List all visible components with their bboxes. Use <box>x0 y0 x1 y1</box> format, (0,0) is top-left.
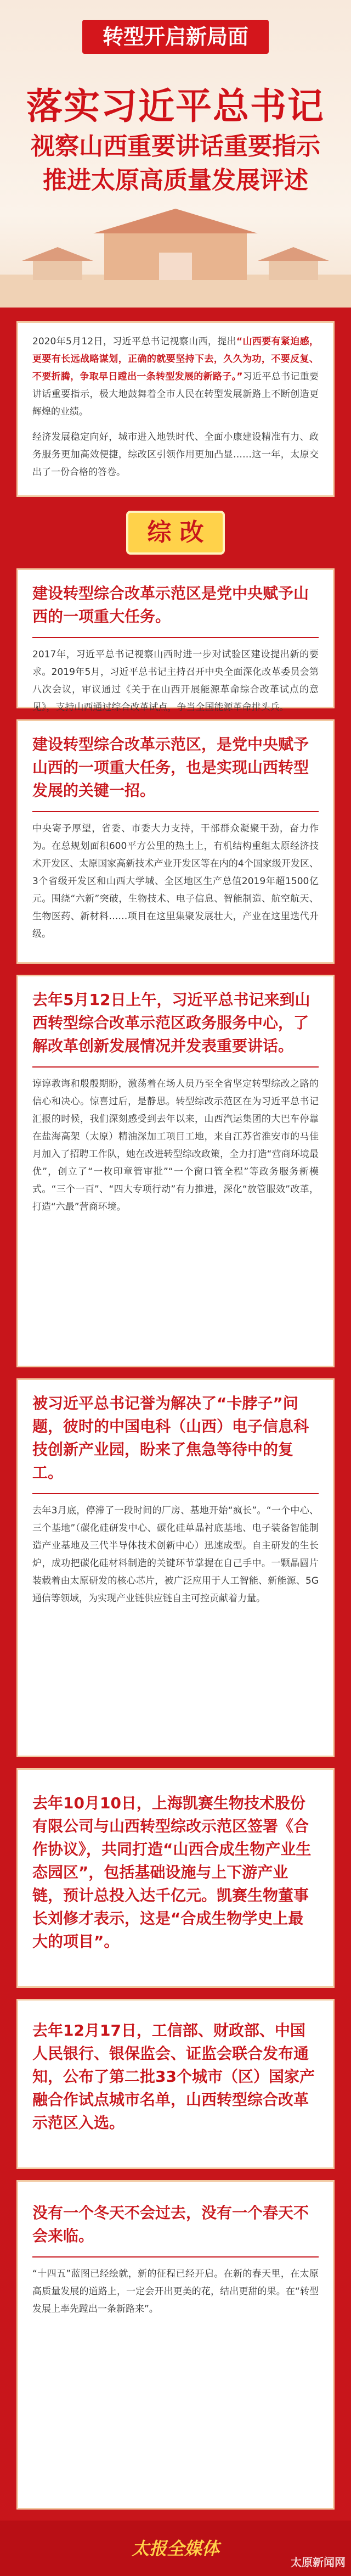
city-gate-illustration <box>0 209 351 308</box>
block-1 <box>16 568 335 713</box>
block-4-headline: 被习近平总书记誉为解决了“卡脖子”问题，彼时的中国电科（山西）电子信息科技创新产业园，盼来了焦急等待中的复工。 <box>32 1394 309 1482</box>
media-logo: 太报全媒体 <box>131 2538 219 2559</box>
block-1-body: 2017年，习近平总书记视察山西时进一步对试验区建设提出新的要求。2019年5月，习近平总书记主持召开中央全面深化改革委员会第八次会议，审议通过《关于在山西开展能源革命综合改革试点的意见》，支持山西通过综合改革试点，争当全国能源革命排头兵。 <box>32 649 319 713</box>
site-watermark: 太原新闻网 <box>291 2556 346 2569</box>
block-3-headline: 去年5月12日上午，习近平总书记来到山西转型综合改革示范区政务服务中心，了解改革创新发展情况并发表重要讲话。 <box>32 991 310 1055</box>
divider <box>32 1066 319 1068</box>
divider <box>32 811 319 812</box>
intro-paragraph-1 <box>18 333 333 421</box>
section-banner: 综 改 <box>126 511 225 555</box>
intro-paragraph-2: 经济发展稳定向好，城市进入地铁时代、全面小康建设精准有力、政务服务更加高效便捷，综改区引领作用更加凸显……这一年，太原交出了一份合格的答卷。 <box>32 432 319 478</box>
block-4 <box>16 1378 335 1757</box>
page-subtitle-2: 推进太原高质量发展评述 <box>43 166 308 194</box>
block-7-body: “十四五”蓝图已经绘就，新的征程已经开启。在新的春天里，在太原高质量发展的道路上，一定会开出更美的花，结出更甜的果。在“转型发展上率先蹚出一条新路来”。 <box>32 2268 319 2315</box>
divider <box>32 1493 319 1494</box>
block-1-headline: 建设转型综合改革示范区是党中央赋予山西的一项重大任务。 <box>32 584 309 625</box>
block-2-headline: 建设转型综合改革示范区，是党中央赋予山西的一项重大任务，也是实现山西转型发展的关键一招。 <box>32 735 309 800</box>
block-2-body: 中央寄予厚望，省委、市委大力支持，干部群众凝聚干劲，奋力作为。在总规划面积600平方公里的热土上，有机结构重组太原经济技术开发区、太原国家高新技术产业开发区等在内的4个国家级开发区、3个省级开发区和山西大学城、全区地区生产总值2019年超1500亿元。围绕“六新”突破，生物技术、电子信息、智能制造、航空航天、生物医药、新材料……项目在这里集聚发展壮大，产业在这里迭代升级。 <box>32 823 319 940</box>
block-6 <box>16 1999 335 2169</box>
divider <box>32 637 319 638</box>
block-7 <box>16 2180 335 2510</box>
intro-quote: “山西要有紧迫感，更要有长远战略谋划，正确的就要坚持下去，久久为功，不要反复、不要折腾，争取早日蹚出一条转型发展的新路子。” <box>32 336 319 382</box>
block-3 <box>16 975 335 1367</box>
page-title: 落实习近平总书记 <box>26 85 325 127</box>
block-7-headline: 没有一个冬天不会过去，没有一个春天不会来临。 <box>32 2204 309 2245</box>
block-2 <box>16 719 335 964</box>
intro-p1-c: 习近平总书记重要讲话重要指示，极大地鼓舞着全市人民在转型发展新路上不断创造更辉煌的业绩。 <box>32 371 319 417</box>
header-tag: 转型开启新局面 <box>82 20 269 54</box>
page-subtitle-1: 视察山西重要讲话重要指示 <box>31 132 320 160</box>
block-3-body: 谆谆教诲和殷殷期盼，激荡着在场人员乃至全省坚定转型综改之路的信心和决心。惊喜过后，是静思。转型综改示范区在为习近平总书记汇报的时候，我们深刻感受到去年以来，山西汽运集团的大巴车停靠在盐海高架（太原）精油深加工项目工地，来自江苏省淮安市的马佳月加入了招聘工作队，她在改进转型综改政策，全力打造“营商环境最优”，创立了“一枚印章管审批”“一个窗口管全程”等政务服务新模式。“三个一百”、“四大专项行动”有力推进，深化“放管服效”改革，打造“六最”营商环境。 <box>32 1079 319 1212</box>
block-5 <box>16 1768 335 1988</box>
intro-card <box>16 321 335 497</box>
divider <box>32 2256 319 2258</box>
intro-p1-a: 2020年5月12日，习近平总书记视察山西，提出 <box>32 336 236 347</box>
header-banner <box>0 0 351 308</box>
block-5-headline: 去年10月10日，上海凯赛生物技术股份有限公司与山西转型综改示范区签署《合作协议》，共同打造“山西合成生物产业生态园区”，包括基础设施与上下游产业链，预计总投入达千亿元。凯赛生物董事长刘修才表示，这是“合成生物学史上最大的项目”。 <box>32 1794 312 1951</box>
block-4-body: 去年3月底，停滞了一段时间的厂房、基地开始“疯长”。“一个中心、三个基地”（碳化硅研发中心、碳化硅单晶衬底基地、电子装备智能制造产业基地及三代半导体技术创新中心）迅速成型。自主研发的生长炉，成功把碳化硅材料制造的关键环节掌握在自己手中。一颗晶圆片装载着由太原研发的核心芯片，被广泛应用于人工智能、新能源、5G通信等领域，为实现产业链供应链自主可控贡献着力量。 <box>32 1505 319 1604</box>
block-6-headline: 去年12月17日，工信部、财政部、中国人民银行、银保监会、证监会联合发布通知，公布了第二批33个城市（区）国家产融合作试点城市名单，山西转型综合改革示范区入选。 <box>32 2021 315 2132</box>
